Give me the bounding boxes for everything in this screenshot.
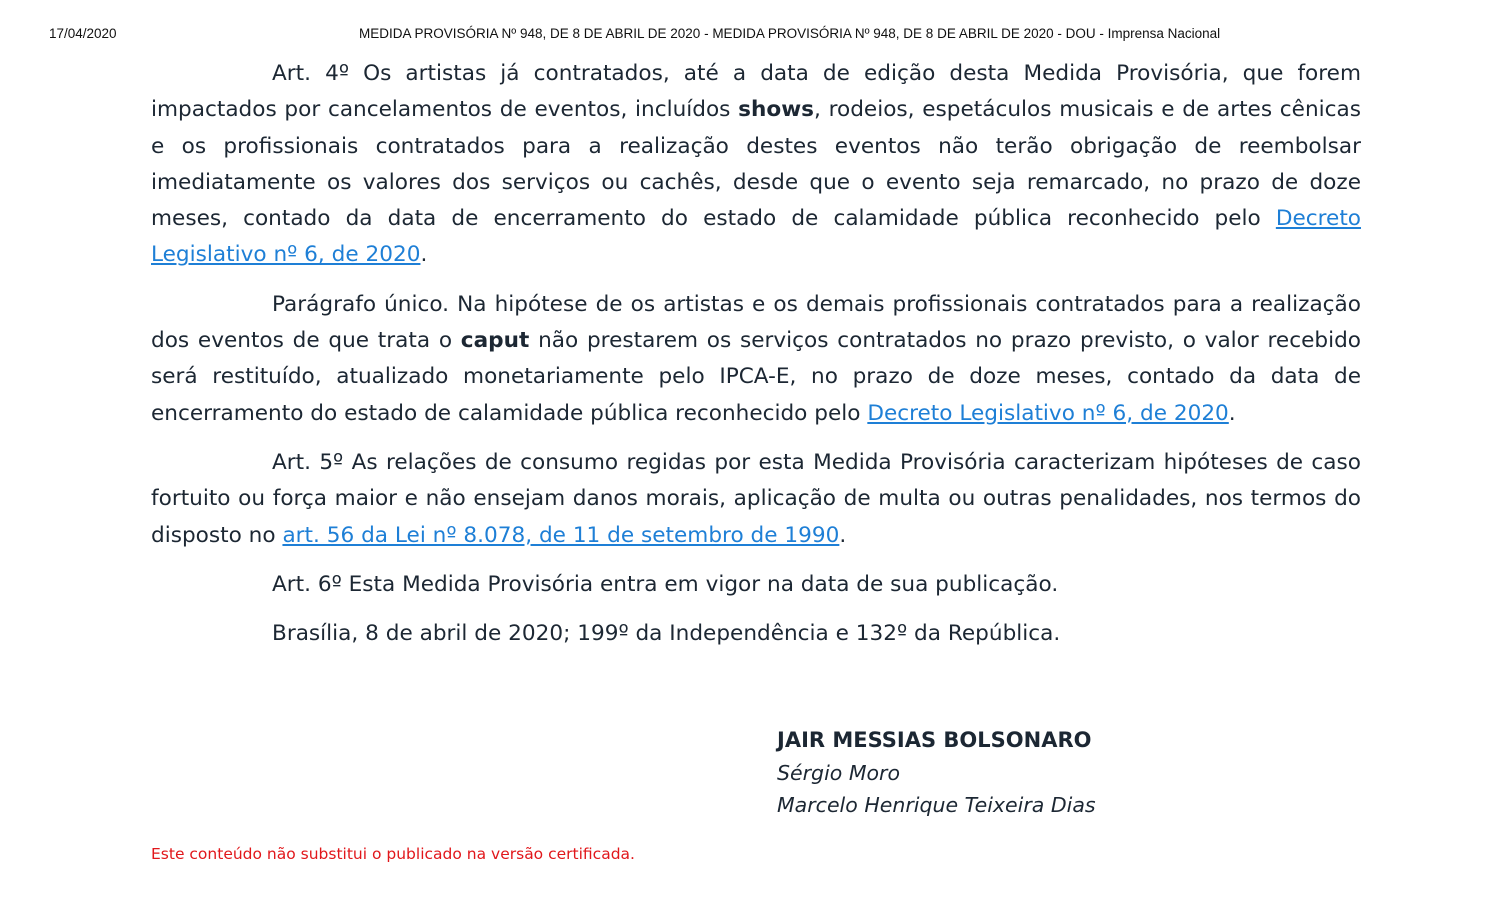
print-page-title: MEDIDA PROVISÓRIA Nº 948, DE 8 DE ABRIL DE 2020 - MEDIDA PROVISÓRIA Nº 948, DE 8 DE ABRIL DE 2020 - DOU - Imprensa Nacional [359,26,1221,41]
decreto-legislativo-link-2[interactable]: Decreto Legislativo nº 6, de 2020 [867,400,1229,426]
article-4-bold-shows: shows [738,97,815,123]
place-and-date: Brasília, 8 de abril de 2020; 199º da Independência e 132º da República. [272,621,1061,647]
paragrafo-unico-bold-caput: caput [460,328,530,354]
article-5 [151,445,1361,554]
article-5-text-1: Art. 5º As relações de consumo regidas por esta Medida Provisória caracterizam hipóteses de caso fortuito ou força maior e não ensejam danos morais, aplicação de multa ou outras penalidades, nos termos do disposto no [151,449,1361,548]
article-4-text-1: Art. 4º Os artistas já contratados, até a data de edição desta Medida Provisória, que forem impactados por cancelamentos de eventos, incluídos [151,61,1361,123]
minister-signature-2: Marcelo Henrique Teixeira Dias [777,793,1096,817]
document-body [151,56,1361,665]
disclaimer-notice: Este conteúdo não substitui o publicado na versão certificada. [151,845,635,863]
paragrafo-unico [151,287,1361,432]
article-4-text-2: , rodeios, espetáculos musicais e de artes cênicas e os profissionais contratados para a realização destes eventos não terão obrigação de reembolsar imediatamente os valores dos serviços ou cachês, desde que o evento seja remarcado, no prazo de doze meses, contado da data de encerramento do estado de calamidade pública reconhecido pelo [151,97,1361,232]
article-4 [151,56,1361,274]
minister-signature-1: Sérgio Moro [777,760,901,785]
article-4-text-3: . [420,242,428,268]
article-5-text-2: . [839,522,847,548]
article-6: Art. 6º Esta Medida Provisória entra em vigor na data de sua publicação. [272,571,1059,597]
paragrafo-unico-text-1: Parágrafo único. Na hipótese de os artistas e os demais profissionais contratados para a realização dos eventos de que trata o [151,291,1361,354]
signatures [777,724,1096,822]
paragrafo-unico-text-3: . [1228,400,1236,426]
print-header [0,26,1512,46]
lei-8078-link[interactable]: art. 56 da Lei nº 8.078, de 11 de setembro de 1990 [282,522,840,548]
paragrafo-unico-text-2: não prestarem os serviços contratados no prazo previsto, o valor recebido será restituído, atualizado monetariamente pelo IPCA-E, no prazo de doze meses, contado da data de encerramento do estado de calamidade pública reconhecido pelo [151,328,1361,426]
print-date: 17/04/2020 [49,26,117,41]
president-signature: JAIR MESSIAS BOLSONARO [777,728,1092,752]
decreto-legislativo-link[interactable]: Decreto Legislativo nº 6, de 2020 [151,206,1361,268]
